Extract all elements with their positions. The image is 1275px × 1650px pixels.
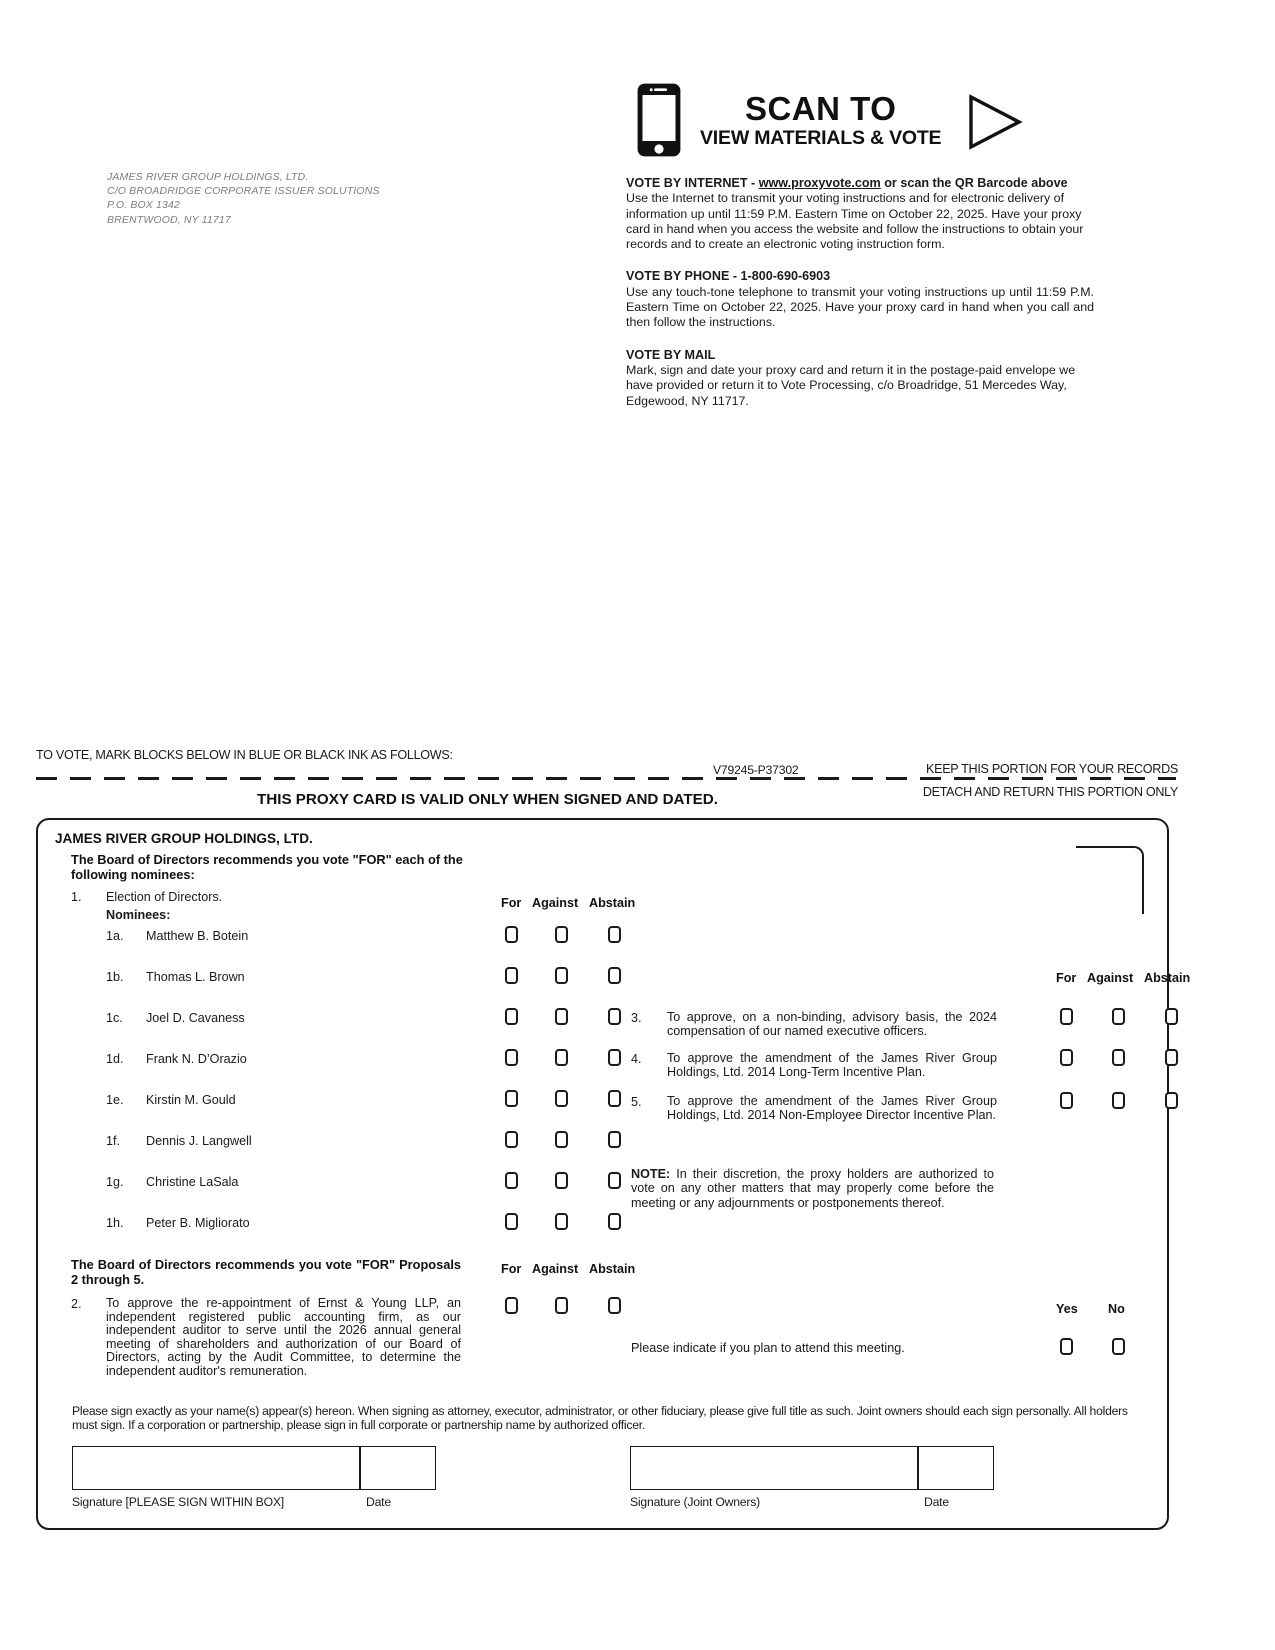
proxy-validity-statement: THIS PROXY CARD IS VALID ONLY WHEN SIGNED AND DATED. — [256, 791, 718, 808]
signature-caption-primary: Signature [PLEASE SIGN WITHIN BOX] — [72, 1495, 284, 1509]
nominee-code: 1b. — [106, 970, 124, 984]
date-field-primary[interactable] — [360, 1446, 436, 1490]
proposal-4-for-checkbox[interactable] — [1060, 1049, 1073, 1066]
proposal-2-text: To approve the re-appointment of Ernst & Young LLP, an independent registered public accounting firm, as our independent auditor to serve until the 2026 annual general meeting of shareholders and authorization of our Board of Directors, acting by the Audit Committee, to determine the independent auditor's remuneration. — [106, 1296, 461, 1378]
attendance-header-yes: Yes — [1056, 1302, 1078, 1316]
vote-by-phone-body: Use any touch-tone telephone to transmit your voting instructions up until 11:59 P.M. Eastern Time on October 22, 2025. Have your proxy card in hand when you call and then follow the instructions. — [626, 284, 1094, 330]
mailing-address — [107, 170, 380, 227]
nominee-1h-against-checkbox[interactable] — [555, 1213, 568, 1230]
vote-by-internet-heading-suffix: or scan the QR Barcode above — [880, 176, 1068, 190]
nominee-code: 1h. — [106, 1216, 124, 1230]
nominee-name: Kirstin M. Gould — [146, 1093, 236, 1107]
board-recommendation-proposals: The Board of Directors recommends you vote "FOR" Proposals 2 through 5. — [71, 1257, 461, 1287]
nominee-name: Dennis J. Langwell — [146, 1134, 252, 1148]
nominee-1d-abstain-checkbox[interactable] — [608, 1049, 621, 1066]
proposal-5-number: 5. — [631, 1095, 642, 1109]
nominee-code: 1f. — [106, 1134, 121, 1148]
signature-instructions: Please sign exactly as your name(s) appear(s) hereon. When signing as attorney, executor, administrator, or other fiduciary, please give full title as such. Joint owners should each sign personally. All holders must sign. If a corporation or partnership, please sign in full corporate or partnership name by authorized officer. — [72, 1404, 1128, 1433]
attendance-header-no: No — [1108, 1302, 1125, 1316]
nominee-name: Christine LaSala — [146, 1175, 239, 1189]
nominee-1g-abstain-checkbox[interactable] — [608, 1172, 621, 1189]
nominee-1a-abstain-checkbox[interactable] — [608, 926, 621, 943]
nominee-name: Thomas L. Brown — [146, 970, 245, 984]
proposal-4-abstain-checkbox[interactable] — [1165, 1049, 1178, 1066]
proposal-2-against-checkbox[interactable] — [555, 1297, 568, 1314]
address-line: P.O. BOX 1342 — [107, 199, 180, 212]
proposal-5-against-checkbox[interactable] — [1112, 1092, 1125, 1109]
control-number: V79245-P37302 — [707, 763, 805, 777]
nominee-code: 1e. — [106, 1093, 124, 1107]
nominee-code: 1a. — [106, 929, 124, 943]
nominee-code: 1d. — [106, 1052, 124, 1066]
proxyvote-link[interactable]: www.proxyvote.com — [758, 176, 881, 190]
scan-banner-text — [700, 89, 942, 149]
prop-col-header-against: Against — [532, 1262, 579, 1276]
nominee-code: 1c. — [106, 1011, 123, 1025]
nominee-1e-for-checkbox[interactable] — [505, 1090, 518, 1107]
left-col-header-against: Against — [532, 896, 579, 910]
nominees-heading: Nominees: — [106, 908, 171, 922]
nominee-1b-for-checkbox[interactable] — [505, 967, 518, 984]
date-caption-joint: Date — [924, 1495, 949, 1509]
nominee-name: Peter B. Migliorato — [146, 1216, 250, 1230]
ballot-card — [36, 818, 1191, 1530]
nominee-1a-for-checkbox[interactable] — [505, 926, 518, 943]
ballot-company-name: JAMES RIVER GROUP HOLDINGS, LTD. — [55, 831, 313, 846]
keep-portion-label: KEEP THIS PORTION FOR YOUR RECORDS — [918, 762, 1178, 776]
right-col-header-for: For — [1056, 971, 1077, 985]
proposal-3-text: To approve, on a non-binding, advisory basis, the 2024 compensation of our named executive officers. — [667, 1010, 997, 1038]
nominee-1f-for-checkbox[interactable] — [505, 1131, 518, 1148]
note-text: In their discretion, the proxy holders are authorized to vote on any other matters that may properly come before the meeting or any adjournments or postponements thereof. — [631, 1167, 994, 1210]
corner-alignment-mark — [1076, 846, 1144, 914]
proposal-3-abstain-checkbox[interactable] — [1165, 1008, 1178, 1025]
nominee-1b-against-checkbox[interactable] — [555, 967, 568, 984]
proxy-note — [631, 1167, 994, 1210]
scan-to-banner — [636, 82, 1023, 158]
proposal-3-against-checkbox[interactable] — [1112, 1008, 1125, 1025]
proposal-5-text: To approve the amendment of the James River Group Holdings, Ltd. 2014 Non-Employee Director Incentive Plan. — [667, 1094, 997, 1122]
note-label: NOTE: — [631, 1167, 671, 1181]
address-line: C/O BROADRIDGE CORPORATE ISSUER SOLUTIONS — [107, 185, 380, 198]
play-triangle-icon — [965, 93, 1023, 151]
nominee-1b-abstain-checkbox[interactable] — [608, 967, 621, 984]
date-field-joint[interactable] — [918, 1446, 994, 1490]
nominee-name: Matthew B. Botein — [146, 929, 249, 943]
signature-field-primary[interactable] — [72, 1446, 360, 1490]
item1-title: Election of Directors. — [106, 890, 223, 904]
nominee-1f-abstain-checkbox[interactable] — [608, 1131, 621, 1148]
nominee-1g-against-checkbox[interactable] — [555, 1172, 568, 1189]
voting-instructions — [626, 176, 1094, 426]
vote-by-internet-block — [626, 176, 1094, 252]
nominee-1c-against-checkbox[interactable] — [555, 1008, 568, 1025]
prop-col-header-abstain: Abstain — [589, 1262, 636, 1276]
nominee-1d-against-checkbox[interactable] — [555, 1049, 568, 1066]
nominee-1h-for-checkbox[interactable] — [505, 1213, 518, 1230]
proposal-4-number: 4. — [631, 1052, 642, 1066]
proposal-3-number: 3. — [631, 1011, 642, 1025]
attendance-yes-checkbox[interactable] — [1060, 1338, 1073, 1355]
vote-by-mail-heading: VOTE BY MAIL — [626, 347, 716, 362]
scan-to-line2: VIEW MATERIALS & VOTE — [700, 126, 942, 149]
vote-by-mail-body: Mark, sign and date your proxy card and return it in the postage-paid envelope we have provided or return it to Vote Processing, c/o Broadridge, 51 Mercedes Way, Edgewood, NY 11717. — [626, 362, 1076, 408]
vote-by-internet-label: VOTE BY INTERNET - — [626, 176, 759, 190]
nominee-name: Joel D. Cavaness — [146, 1011, 245, 1025]
nominee-1g-for-checkbox[interactable] — [505, 1172, 518, 1189]
nominee-1d-for-checkbox[interactable] — [505, 1049, 518, 1066]
nominee-1c-abstain-checkbox[interactable] — [608, 1008, 621, 1025]
mark-blocks-instruction: TO VOTE, MARK BLOCKS BELOW IN BLUE OR BLACK INK AS FOLLOWS: — [36, 748, 453, 762]
detach-portion-label: DETACH AND RETURN THIS PORTION ONLY — [922, 785, 1178, 799]
nominee-1e-against-checkbox[interactable] — [555, 1090, 568, 1107]
date-caption-primary: Date — [366, 1495, 391, 1509]
item1-number: 1. — [71, 890, 82, 904]
proposal-2-number: 2. — [71, 1297, 82, 1311]
address-line: BRENTWOOD, NY 11717 — [107, 213, 231, 226]
nominee-1c-for-checkbox[interactable] — [505, 1008, 518, 1025]
proposal-5-for-checkbox[interactable] — [1060, 1092, 1073, 1109]
right-col-header-against: Against — [1087, 971, 1134, 985]
nominee-1f-against-checkbox[interactable] — [555, 1131, 568, 1148]
attendance-no-checkbox[interactable] — [1112, 1338, 1125, 1355]
nominee-1e-abstain-checkbox[interactable] — [608, 1090, 621, 1107]
left-col-header-abstain: Abstain — [589, 896, 636, 910]
prop-col-header-for: For — [501, 1262, 522, 1276]
vote-by-phone-block — [626, 269, 1094, 330]
detach-dashed-line — [36, 777, 1176, 780]
signature-field-joint[interactable] — [630, 1446, 918, 1490]
nominee-name: Frank N. D’Orazio — [146, 1052, 247, 1066]
left-col-header-for: For — [501, 896, 522, 910]
nominee-1a-against-checkbox[interactable] — [555, 926, 568, 943]
nominee-code: 1g. — [106, 1175, 124, 1189]
attendance-question: Please indicate if you plan to attend this meeting. — [631, 1341, 905, 1355]
board-recommendation-nominees: The Board of Directors recommends you vote "FOR" each of the following nominees: — [71, 852, 463, 882]
address-line: JAMES RIVER GROUP HOLDINGS, LTD. — [107, 171, 309, 183]
proposal-2-abstain-checkbox[interactable] — [608, 1297, 621, 1314]
scan-to-line1: SCAN TO — [744, 89, 897, 127]
vote-by-mail-block — [626, 348, 1094, 409]
proposal-3-for-checkbox[interactable] — [1060, 1008, 1073, 1025]
vote-by-phone-heading: VOTE BY PHONE - 1-800-690-6903 — [626, 269, 831, 284]
proposal-5-abstain-checkbox[interactable] — [1165, 1092, 1178, 1109]
nominee-1h-abstain-checkbox[interactable] — [608, 1213, 621, 1230]
proposal-4-text: To approve the amendment of the James River Group Holdings, Ltd. 2014 Long-Term Incentive Plan. — [667, 1051, 997, 1079]
proposal-2-for-checkbox[interactable] — [505, 1297, 518, 1314]
proposal-4-against-checkbox[interactable] — [1112, 1049, 1125, 1066]
vote-by-internet-body: Use the Internet to transmit your voting instructions and for electronic delivery of information up until 11:59 P.M. Eastern Time on October 22, 2025. Have your proxy card in hand when you access the website and follow the instructions to obtain your records and to create an electronic voting instruction form. — [626, 191, 1084, 252]
signature-caption-joint: Signature (Joint Owners) — [630, 1495, 760, 1509]
vote-by-internet-heading — [626, 176, 1094, 191]
smartphone-icon — [636, 82, 682, 158]
right-col-header-abstain: Abstain — [1144, 971, 1191, 985]
